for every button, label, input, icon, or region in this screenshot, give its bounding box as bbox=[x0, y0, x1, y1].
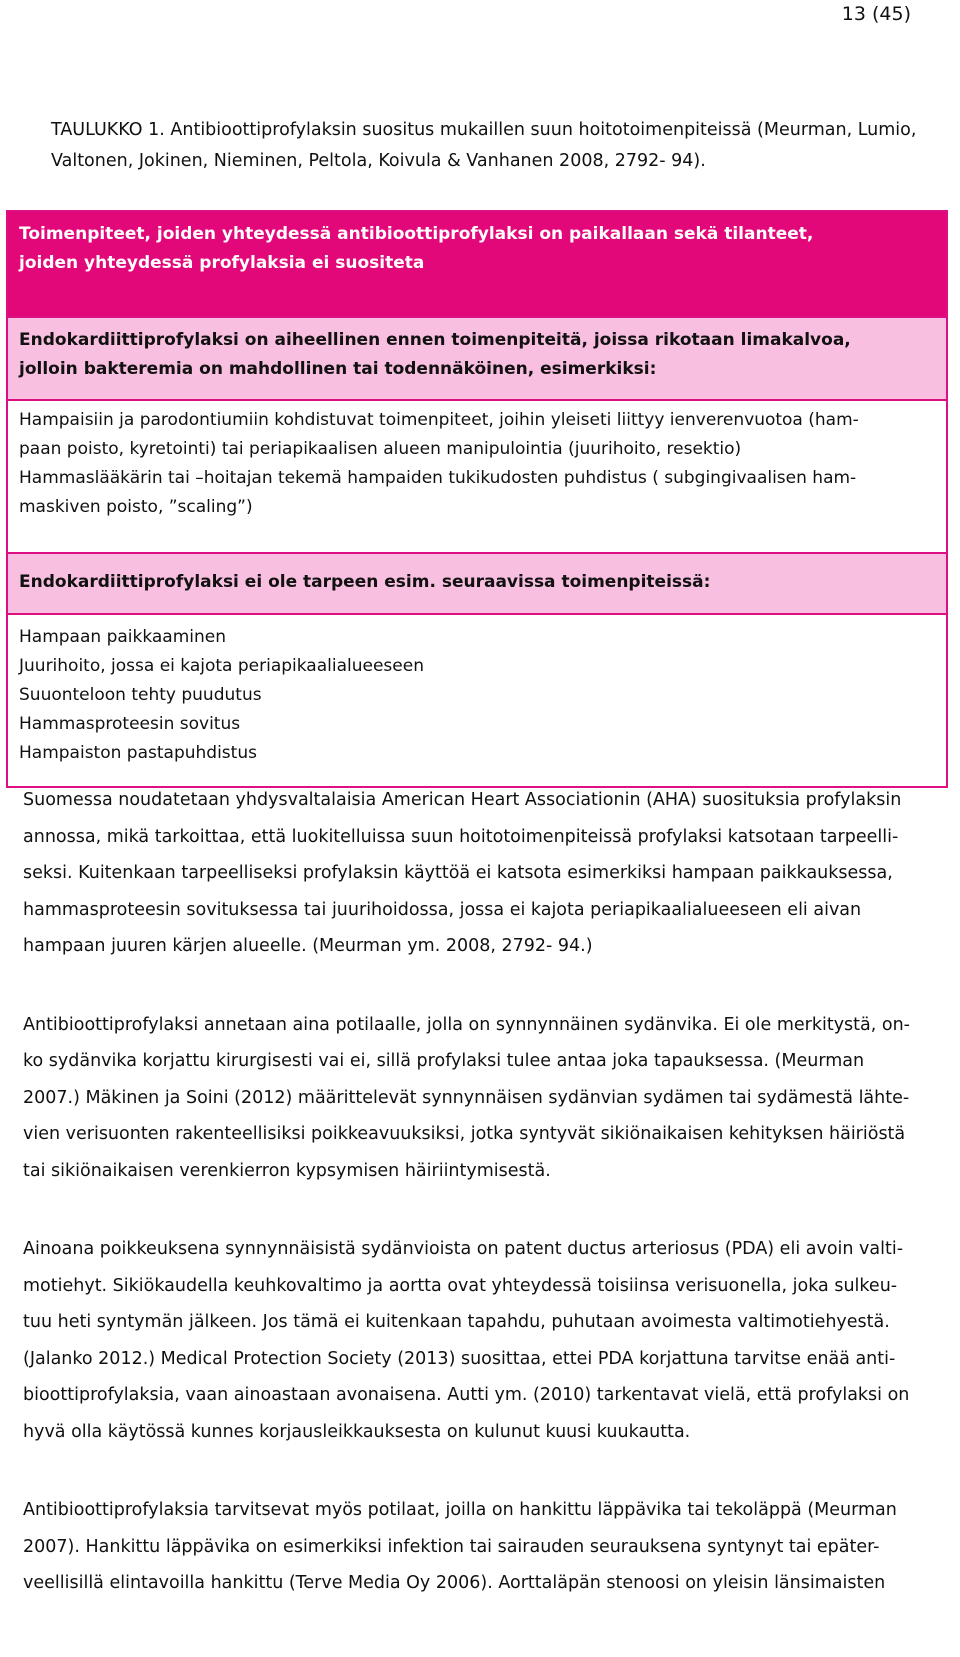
prophylaxis-table bbox=[6, 210, 948, 788]
paragraph-line: ko sydänvika korjattu kirurgisesti vai ei, sillä profylaksi tulee antaa joka tapauksessa. (Meurman bbox=[23, 1051, 865, 1071]
section1-body-line: paan poisto, kyretointi) tai periapikaalisen alueen manipulointia (juurihoito, resektio) bbox=[19, 439, 742, 459]
section2-heading-row bbox=[8, 552, 946, 613]
paragraph-line: annossa, mikä tarkoittaa, että luokitelluissa suun hoitotoimenpiteissä profylaksi katsotaan tarpeelli- bbox=[23, 826, 899, 847]
section2-body-row bbox=[8, 613, 946, 786]
paragraph-line: Ainoana poikkeuksena synnynnäisistä sydänvioista on patent ductus arteriosus (PDA) eli avoin valti- bbox=[23, 1239, 904, 1259]
paragraph-line: vien verisuonten rakenteellisiksi poikkeavuuksiksi, jotka syntyvät sikiönaikaisen kehityksen häiriöstä bbox=[23, 1124, 906, 1144]
paragraph-line: motiehyt. Sikiökaudella keuhkovaltimo ja aortta ovat yhteydessä toisiinsa verisuonella, joka sulkeu- bbox=[23, 1275, 898, 1296]
paragraph bbox=[23, 1231, 910, 1450]
section2-list-item: Hammasproteesin sovitus bbox=[19, 714, 241, 734]
page-number: 13 (45) bbox=[841, 3, 911, 25]
paragraph bbox=[23, 782, 907, 965]
table-header-row bbox=[8, 212, 946, 316]
section2-list-item: Hampaan paikkaaminen bbox=[19, 627, 227, 647]
section1-heading-row bbox=[8, 316, 946, 399]
section1-body-line: Hampaisiin ja parodontiumiin kohdistuvat toimenpiteet, joihin yleiseti liittyy ienverenvuotoa (ham- bbox=[19, 410, 859, 430]
section2-list-item: Juurihoito, jossa ei kajota periapikaalialueeseen bbox=[19, 656, 424, 676]
section1-body-line: maskiven poisto, ”scaling”) bbox=[19, 497, 253, 517]
section1-body-row bbox=[8, 399, 946, 552]
table-header-line: Toimenpiteet, joiden yhteydessä antibioottiprofylaksi on paikallaan sekä tilanteet, bbox=[19, 224, 814, 244]
section1-body-line: Hammaslääkärin tai –hoitajan tekemä hampaiden tukikudosten puhdistus ( subgingivaalisen ham- bbox=[19, 468, 857, 488]
paragraph-line: tai sikiönaikaisen verenkierron kypsymisen häiriintymisestä. bbox=[23, 1160, 551, 1181]
paragraph bbox=[23, 1007, 910, 1190]
section2-list-item: Suuonteloon tehty puudutus bbox=[19, 685, 262, 705]
paragraph-line: 2007). Hankittu läppävika on esimerkiksi infektion tai sairauden seurauksena syntynyt tai epäter- bbox=[23, 1536, 880, 1557]
section2-heading-line: Endokardiittiprofylaksi ei ole tarpeen esim. seuraavissa toimenpiteissä: bbox=[19, 572, 711, 592]
paragraph-line: hyvä olla käytössä kunnes korjausleikkauksesta on kulunut kuusi kuukautta. bbox=[23, 1421, 691, 1442]
section1-heading-line: jolloin bakteremia on mahdollinen tai todennäköinen, esimerkiksi: bbox=[19, 359, 657, 379]
paragraph-line: Antibioottiprofylaksia tarvitsevat myös potilaat, joilla on hankittu läppävika tai tekoläppä (Meurman bbox=[23, 1500, 897, 1520]
section2-list-item: Hampaiston pastapuhdistus bbox=[19, 743, 257, 763]
caption-line: Valtonen, Jokinen, Nieminen, Peltola, Koivula & Vanhanen 2008, 2792- 94). bbox=[51, 151, 706, 171]
paragraph-line: tuu heti syntymän jälkeen. Jos tämä ei kuitenkaan tapahdu, puhutaan avoimesta valtimotiehyestä. bbox=[23, 1312, 890, 1332]
paragraph bbox=[23, 1492, 907, 1602]
caption-line: TAULUKKO 1. Antibioottiprofylaksin suositus mukaillen suun hoitotoimenpiteissä (Meurman, Lumio, bbox=[51, 120, 917, 140]
paragraph-line: hammasproteesin sovituksessa tai juurihoidossa, jossa ei kajota periapikaalialueeseen eli aivan bbox=[23, 899, 862, 920]
paragraph-line: veellisillä elintavoilla hankittu (Terve Media Oy 2006). Aorttaläpän stenoosi on yleisin länsimaisten bbox=[23, 1573, 886, 1593]
paragraph-line: Antibioottiprofylaksi annetaan aina potilaalle, jolla on synnynnäinen sydänvika. Ei ole merkitystä, on- bbox=[23, 1014, 910, 1035]
body-text bbox=[23, 782, 910, 1644]
section1-heading-line: Endokardiittiprofylaksi on aiheellinen ennen toimenpiteitä, joissa rikotaan limakalvoa, bbox=[19, 330, 851, 350]
paragraph-line: (Jalanko 2012.) Medical Protection Society (2013) suosittaa, ettei PDA korjattuna tarvitse enää anti- bbox=[23, 1348, 896, 1369]
paragraph-line: Suomessa noudatetaan yhdysvaltalaisia American Heart Associationin (AHA) suosituksia profylaksin bbox=[23, 790, 902, 810]
paragraph-line: bioottiprofylaksia, vaan ainoastaan avonaisena. Autti ym. (2010) tarkentavat vielä, että profylaksi on bbox=[23, 1385, 910, 1405]
paragraph-line: hampaan juuren kärjen alueelle. (Meurman ym. 2008, 2792- 94.) bbox=[23, 936, 593, 956]
paragraph-line: seksi. Kuitenkaan tarpeelliseksi profylaksin käyttöä ei katsota esimerkiksi hampaan paikkauksessa, bbox=[23, 863, 893, 883]
paragraph-line: 2007.) Mäkinen ja Soini (2012) määrittelevät synnynnäisen sydänvian sydämen tai sydämestä lähte- bbox=[23, 1087, 910, 1108]
table-caption bbox=[51, 115, 931, 177]
table-header-line: joiden yhteydessä profylaksia ei suositeta bbox=[19, 253, 425, 273]
